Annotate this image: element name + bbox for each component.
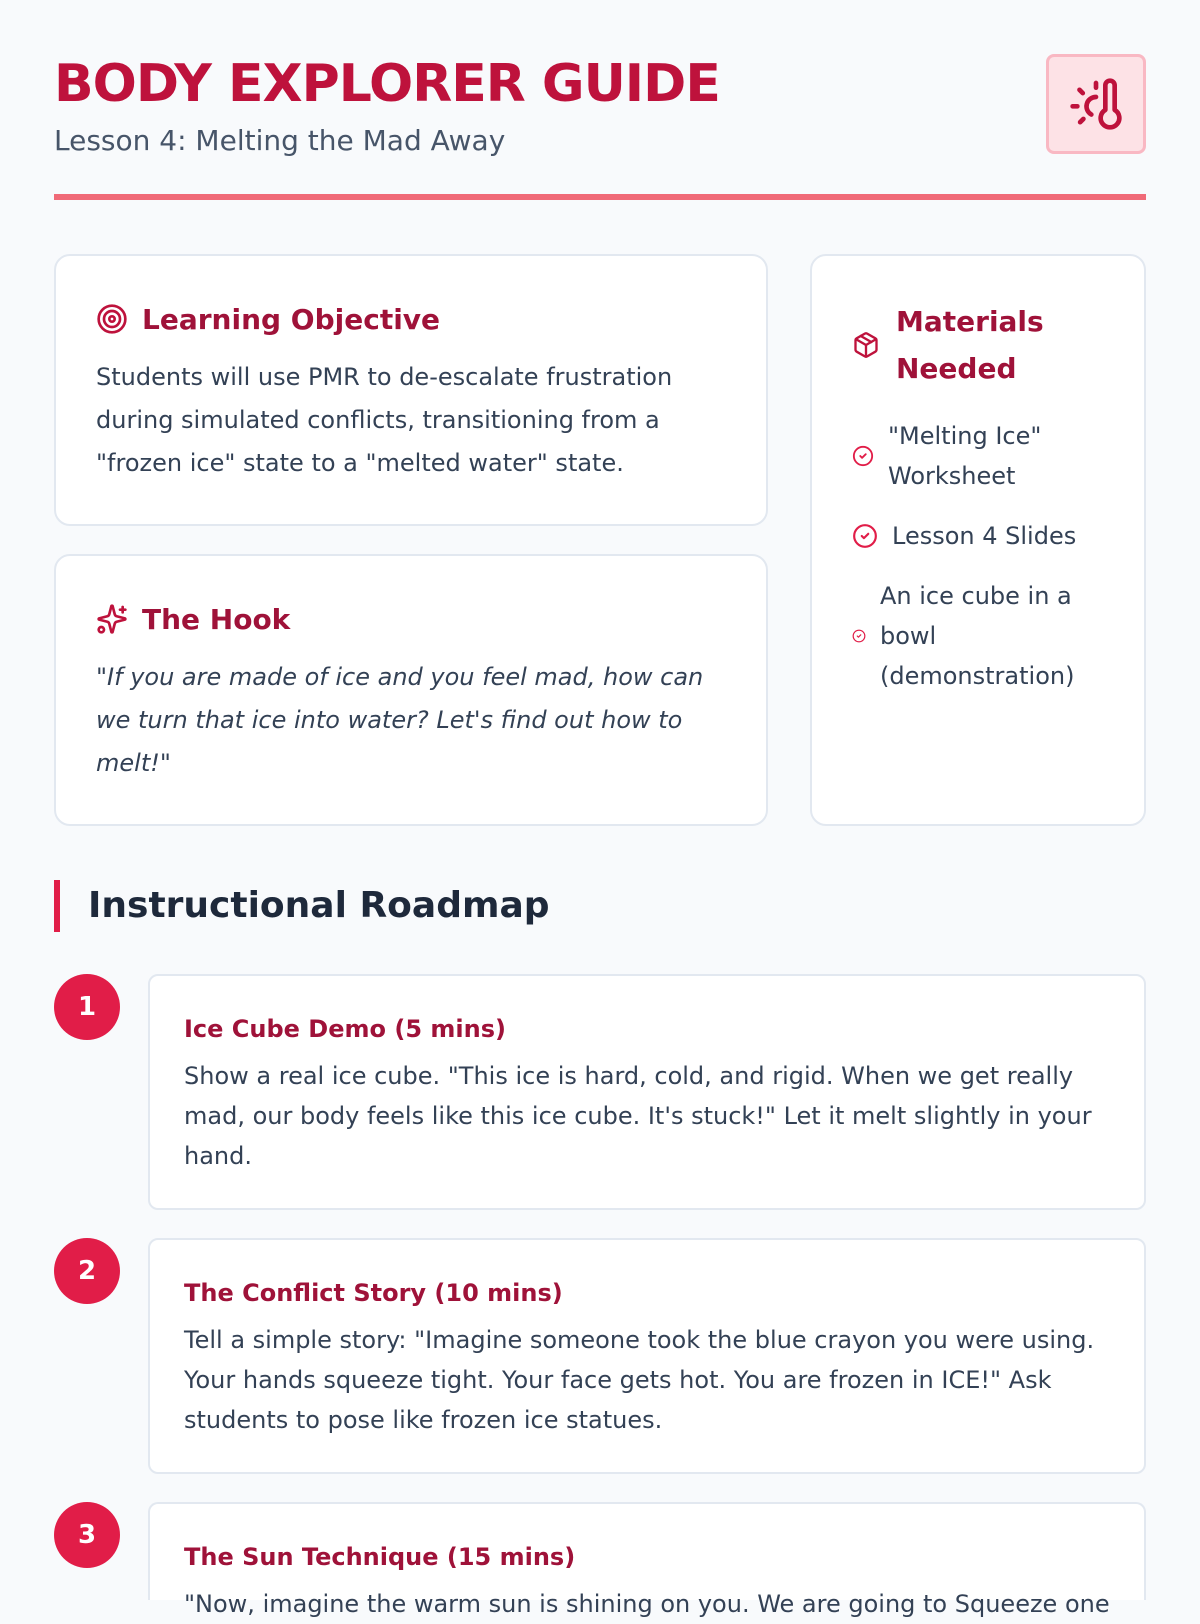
step-title: The Conflict Story (10 mins)	[184, 1279, 563, 1307]
objective-card	[54, 254, 768, 526]
sparkles-icon	[96, 603, 128, 635]
materials-heading-label: Materials Needed	[896, 305, 1044, 385]
objective-text: Students will use PMR to de-escalate frustration during simulated conflicts, transitioning from a "frozen ice" state to a "melted water" state.	[96, 363, 673, 477]
page-title: BODY EXPLORER GUIDE	[54, 54, 720, 114]
step-number: 1	[54, 974, 120, 1040]
list-item	[852, 516, 1104, 556]
step-card	[148, 1238, 1146, 1474]
step-number: 3	[54, 1502, 120, 1568]
page-header	[54, 0, 1146, 200]
list-item	[852, 416, 1104, 496]
objective-heading-label: Learning Objective	[142, 302, 441, 336]
step-title: Ice Cube Demo (5 mins)	[184, 1015, 506, 1043]
target-icon	[96, 303, 128, 335]
material-label: "Melting Ice" Worksheet	[888, 422, 1042, 490]
hook-text: "If you are made of ice and you feel mad, how can we turn that ice into water? Let's find out how to melt!"	[96, 663, 704, 777]
objective-heading	[96, 300, 726, 338]
package-icon	[852, 331, 880, 359]
check-circle-icon	[852, 629, 866, 643]
check-circle-icon	[852, 445, 874, 467]
list-item	[852, 576, 1104, 696]
step-text: "Now, imagine the warm sun is shining on you. We are going to Squeeze one	[184, 1590, 1110, 1618]
step-text: Show a real ice cube. "This ice is hard, cold, and rigid. When we get really mad, our body feels like this ice cube. It's stuck!" Let it melt slightly in your hand.	[184, 1062, 1092, 1170]
material-label: An ice cube in a bowl (demonstration)	[880, 582, 1075, 690]
page-subtitle: Lesson 4: Melting the Mad Away	[54, 124, 506, 157]
materials-heading	[852, 298, 1104, 392]
check-circle-icon	[852, 523, 878, 549]
materials-card	[810, 254, 1146, 826]
step-number: 2	[54, 1238, 120, 1304]
step-title: The Sun Technique (15 mins)	[184, 1543, 576, 1571]
step-text: Tell a simple story: "Imagine someone took the blue crayon you were using. Your hands squeeze tight. Your face gets hot. You are frozen in ICE!" Ask students to pose like frozen ice statues.	[184, 1326, 1095, 1434]
material-label: Lesson 4 Slides	[892, 522, 1077, 550]
hook-card	[54, 554, 768, 826]
step-card	[148, 1502, 1146, 1618]
hook-heading	[96, 600, 726, 638]
materials-list	[852, 416, 1104, 696]
step-card	[148, 974, 1146, 1210]
thermometer-sun-icon	[1046, 54, 1146, 154]
roadmap-heading: Instructional Roadmap	[54, 880, 550, 932]
hook-heading-label: The Hook	[142, 602, 291, 636]
